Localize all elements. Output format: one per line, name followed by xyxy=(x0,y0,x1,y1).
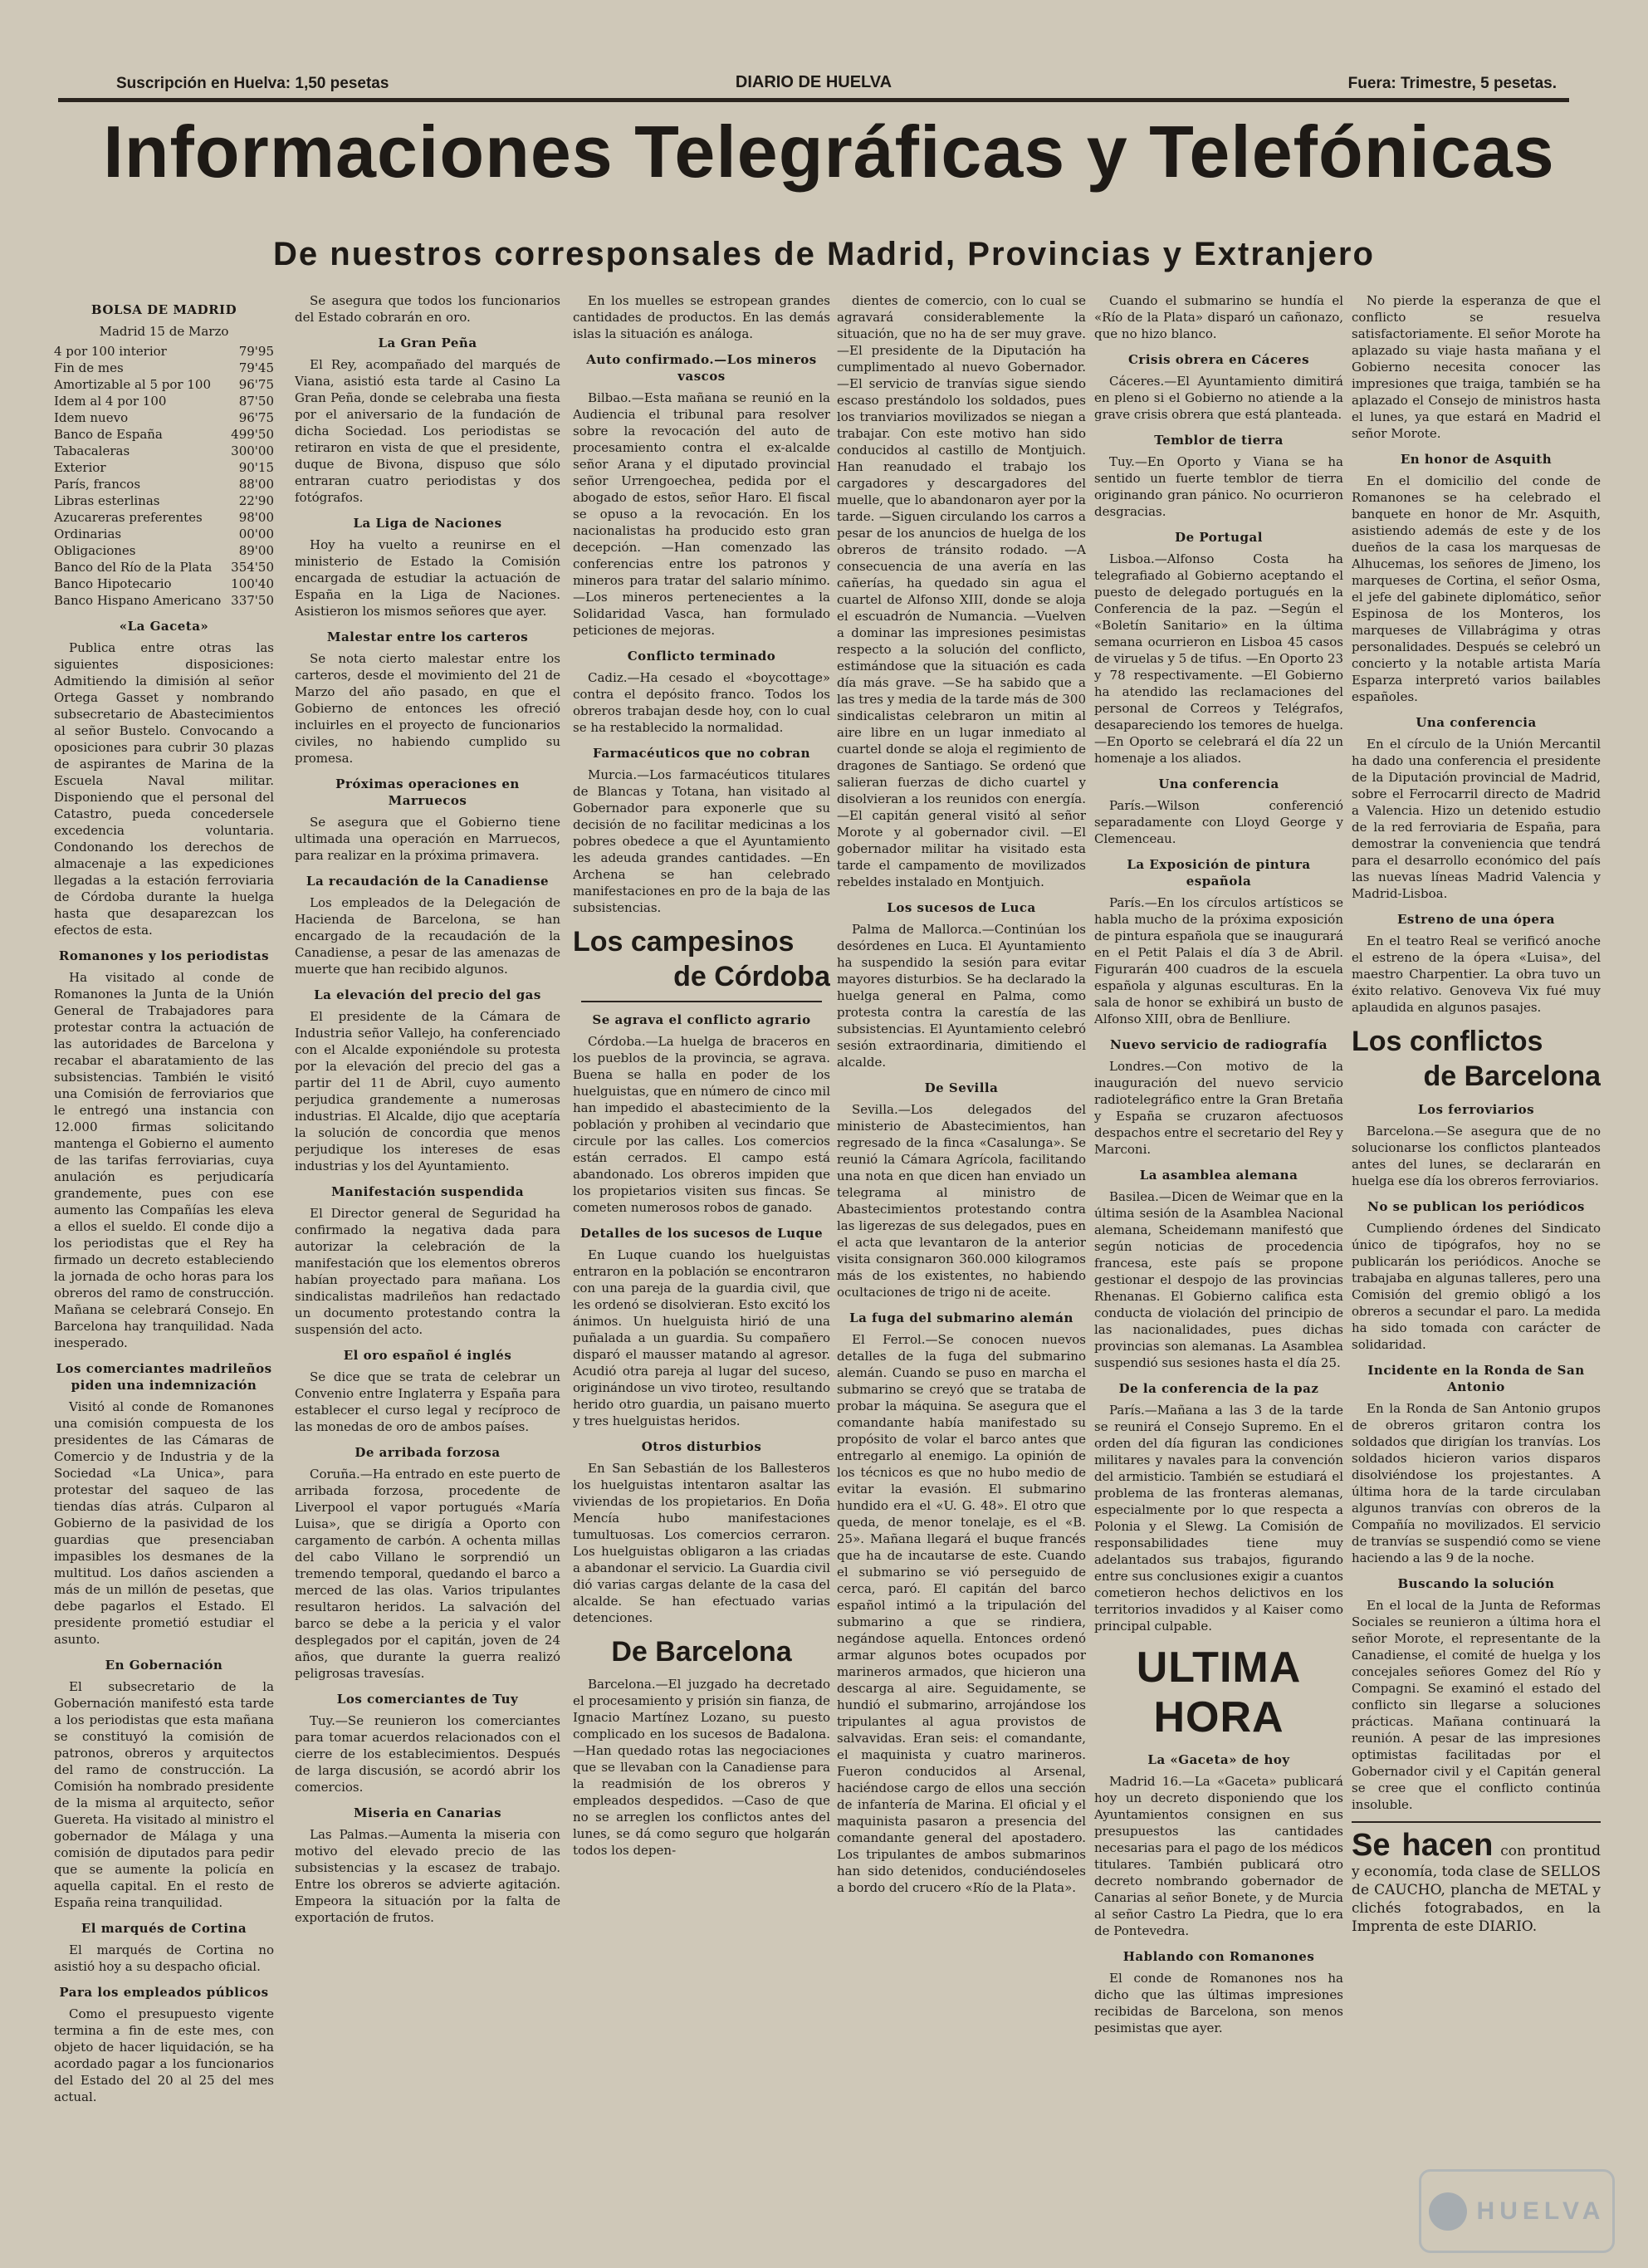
quote-value: 90'15 xyxy=(238,460,274,475)
cortina-title: El marqués de Cortina xyxy=(81,1921,247,1936)
agrava-text: Córdoba.—La huelga de braceros en los pueblos de la provincia, se agrava. Buena se halla en poder de los huelguistas, que en número de cinco mil han impedido el abastecimiento de la población y prohiben al vecindario que circule por las calles. Los comercios están cerrados. El campo está abandonado. Los obreros impiden que los propietarios visiten sus fincas. Se cometen numerosos robos de ganado. xyxy=(573,1034,830,1215)
quote-name: París, francos xyxy=(54,477,141,492)
otros-text: En San Sebastián de los Ballesteros los huelguistas intentaron asaltar las viviendas de los propietarios. En Doña Mencía hubo manifestaciones tumultuosas. Los comercios cerraron. Los huelguistas obligaron a las criadas a abandonar el servicio. La Guardia civil dió varias cargas delante de la casa del alcalde. Se han efectuado varias detenciones. xyxy=(573,1461,830,1625)
quote-name: Fin de mes xyxy=(54,360,124,375)
carteros-title: Malestar entre los carteros xyxy=(326,629,529,644)
canadiense-text: Los empleados de la Delegación de Hacienda de Barcelona, se han encargado de la recaudación de la Canadiense, a pesar de las amenazas de muerte que han recibido algunos. xyxy=(295,895,560,977)
printing-advertisement xyxy=(1352,1821,1601,1936)
column-5 xyxy=(1094,292,1343,2177)
opera-title: Estreno de una ópera xyxy=(1396,912,1556,927)
comerciantes-text: Visitó al conde de Romanones una comisión compuesta de los presidentes de las Cámaras de Comercio y de Industria y de la Sociedad «La Unica», para protestar del saqueo de las tiendas días atrás. Culparon al Gobierno de la pasividad de los guardias que presenciaban impasibles los desmanes de la multitud. Los daños ascienden a más de un millón de pesetas, que debe pagarlos el Estado. El presidente prometió estudiar el asunto. xyxy=(54,1399,274,1647)
ronda-text: En la Ronda de San Antonio grupos de obreros gritaron contra los soldados que dirigían los tranvías. Los soldados hicieron varios disparos disolviéndose los projestantes. A última hora de la tarde circulaban algunos tranvías con obreros de la Compañía no movilizados. El servicio de tranvías se suspendió como se viene haciendo a las 9 de la noche. xyxy=(1352,1401,1601,1565)
quote-value: 89'00 xyxy=(238,543,274,558)
col4-lead: dientes de comercio, con lo cual se agravará considerablemente la situación, que no ha de ser muy grave. —El presidente de la Diputación ha cumplimentado al nuevo Gobernador. —El servicio de tranvías sigue siendo escaso prestándolo los soldados, pues los tranviarios movilizados se niegan a trabajar. Con este motivo han sido conducidos al castillo de Montjuich. Han reanudado el trabajo los cargadores y descargadores del muelle, que lo abandonaron ayer por la tarde. —Siguen circulando los carros a pesar de los anuncios de huelga de los obreros de tránsito rodado. —A consecuencia de una avería en las cañerías, ha quedado sin agua el cuartel de Alfonso XIII, donde se aloja el escuadrón de Numancia. —Vuelven a dominar las impresiones pesimistas respecto a la solución del conflicto, estimándose que la situación es cada día más grave. —Se ha sabido que a las tres y media de la tarde más de 300 sindicalistas celebraron un mitin al aire libre en un lugar inmediato al cuartel donde se aloja el regimiento de dragones de Santiago. Se ordenó que salieran fuerzas de dicho cuartel y disolvieran a los reunidos con energía. —El capitán general visitó al señor Morote y al gobernador civil. —El gobernador militar ha visitado esta tarde el campamento de movilizados rebeldes instalado en Montjuich. xyxy=(837,293,1086,889)
quote-row xyxy=(54,376,274,393)
quote-name: Amortizable al 5 por 100 xyxy=(54,377,211,392)
gobernacion-text: El subsecretario de la Gobernación manifestó esta tarde a los periodistas que esta mañana se constituyó la comisión de patronos, obreros y arquitectos del ramo de construcción. La Comisión ha nombrado presidente de la misma al arquitecto, señor Guereta. Ha visitado al ministro el gobernador de Málaga y una comisión de diputados para pedir que se aumente la policía en aquella capital. En el resto de España reina tranquilidad. xyxy=(54,1679,274,1910)
column-6 xyxy=(1352,292,1601,2177)
periodicos-title: No se publican los periódicos xyxy=(1367,1199,1585,1214)
penya-title: La Gran Peña xyxy=(378,336,477,350)
oro-text: Se dice que se trata de celebrar un Convenio entre Inglaterra y España para establecer el curso legal y recíproco de las monedas de oro de ambos países. xyxy=(295,1369,560,1434)
gas-title: La elevación del precio del gas xyxy=(314,987,541,1002)
campesinos-headline-2: de Córdoba xyxy=(673,961,830,992)
ferro-text: Barcelona.—Se asegura que de no solucionarse los conflictos planteados antes del lunes, se declararán en huelga ese día los obreros ferroviarios. xyxy=(1352,1124,1601,1188)
conflicto-title: Conflicto terminado xyxy=(627,649,776,664)
paz-text: París.—Mañana a las 3 de la tarde se reunirá el Consejo Supremo. En el orden del día figuran las condiciones militares y navales para la convención del armisticio. También se estudiará el problema de las fronteras alemanas, especialmente por lo que respecta a Polonia y el Slewg. La Comisión de responsabilidades tiene muy adelantados sus trabajos, figurando entre sus conclusiones exigir a cuantos cometieron hechos delictivos en los territorios invadidos y al Kaiser como principal culpable. xyxy=(1094,1403,1343,1634)
quote-row xyxy=(54,360,274,376)
hablando-title: Hablando con Romanones xyxy=(1122,1949,1315,1964)
quote-value: 87'50 xyxy=(238,394,274,409)
quote-name: Tabacaleras xyxy=(54,443,130,458)
cortina-text: El marqués de Cortina no asistió hoy a su despacho oficial. xyxy=(54,1942,274,1974)
caceres-title: Crisis obrera en Cáceres xyxy=(1127,352,1310,367)
quote-value: 98'00 xyxy=(238,510,274,525)
ad-text: con prontitud y economía, toda clase de SELLOS de CAUCHO, plancha de METAL y clichés fotograbados, en la Imprenta de este DIARIO. xyxy=(1352,1843,1601,1935)
sevilla-text: Sevilla.—Los delegados del ministerio de Abastecimientos, han regresado de la finca «Casalunga». Se reunió la Cámara Agrícola, facilitando una nota en que dicen han enviado un telegrama al ministro de Abastecimientos protestando contra las ligerezas de sus delegados, pues en el acta que levantaron de la anterior visita consignaron 360.000 kilogramos más de los existentes, no habiendo ocultaciones de trigo ni de aceite. xyxy=(837,1102,1086,1300)
portugal-title: De Portugal xyxy=(1175,530,1263,545)
exposicion-title: La Exposición de pintura española xyxy=(1127,857,1311,889)
arribada-title: De arribada forzosa xyxy=(355,1445,501,1460)
quote-name: Banco Hispano Americano xyxy=(54,593,222,608)
col6-lead: No pierde la esperanza de que el conflicto se resuelva satisfactoriamente. El señor Morote ha aplazado su viaje hasta mañana y el Gobierno necesita conocer las impresiones que traiga, también se ha aplazado el Consejo de ministros hasta el lunes, ya que estará en Madrid el señor Morote. xyxy=(1352,293,1601,441)
bolsa-title: BOLSA DE MADRID xyxy=(90,302,237,317)
column-3 xyxy=(573,292,830,2177)
quote-value: 337'50 xyxy=(231,593,274,608)
asquith-title: En honor de Asquith xyxy=(1400,452,1553,467)
headline-rule xyxy=(581,1001,822,1002)
asamblea-text: Basilea.—Dicen de Weimar que en la última sesión de la Asamblea Nacional alemana, Scheidemann manifestó que según noticias de procedencia francesa, este país se propone gestionar el despojo de las provincias Rhenanas. El Gobierno califica esta conducta de violación del principio de las nacionalidades, pues dichas provincias son alemanas. La Asamblea suspendió sus sesiones hasta el día 25. xyxy=(1094,1189,1343,1370)
caceres-text: Cáceres.—El Ayuntamiento dimitirá en pleno si el Gobierno no atiende a la grave crisis obrera que está planteada. xyxy=(1094,374,1343,422)
solucion-title: Buscando la solución xyxy=(1397,1576,1555,1591)
sevilla-title: De Sevilla xyxy=(924,1080,999,1095)
quote-row xyxy=(54,443,274,459)
col3-lead: En los muelles se estropean grandes cantidades de productos. En las demás islas la situación es análoga. xyxy=(573,293,830,341)
conferencia-2-title: Una conferencia xyxy=(1416,715,1537,730)
portugal-text: Lisboa.—Alfonso Costa ha telegrafiado al Gobierno aceptando el puesto de delegado portugués en la Conferencia de la paz. —Según el «Boletín Sanitario» en la última semana ocurrieron en Lisboa 45 casos de viruelas y 5 de tifus. —En Oporto 23 y 78 respectivamente. —El Gobierno ha atendido las reclamaciones del personal de Correos y Telégrafos, desapareciendo los temores de huelga. —En Oporto se celebrará el día 22 un homenaje a los aliados. xyxy=(1094,551,1343,766)
quote-row xyxy=(54,576,274,592)
oro-title: El oro español é inglés xyxy=(343,1348,512,1363)
quote-name: Idem al 4 por 100 xyxy=(54,394,167,409)
temblor-text: Tuy.—En Oporto y Viana se ha sentido un fuerte temblor de tierra originando gran pánico. No ocurrieron desgracias. xyxy=(1094,454,1343,519)
quote-row xyxy=(54,343,274,360)
asamblea-title: La asamblea alemana xyxy=(1139,1168,1298,1183)
luque-text: En Luque cuando los huelguistas entraron en la población se encontraron con una pareja de la guardia civil, que les ordenó se disolvieran. Esto excitó los ánimos. Un huelguista hirió de una puñalada a un guardia. Su compañero disparó el mausser matando al agresor. Acudió otra pareja al lugar del suceso, originándose un vivo tiroteo, resultando herido otro guardia, un paisano muerto y tres huelguistas heridos. xyxy=(573,1247,830,1428)
comerciantes-title: Los comerciantes madrileños piden una indemnización xyxy=(56,1361,272,1393)
romanones-text: Ha visitado al conde de Romanones la Junta de la Unión General de Trabajadores para protestar contra la actuación de las autoridades de Barcelona y recabar el abaratamiento de las subsistencias. También le visitó una Comisión de ferroviarios que le entregó una instancia con 12.000 firmas solicitando mantenga el Gobierno el aumento de las tarifas ferroviarias, cuya anulación es perjudicaría grandemente, pues con ese aumento las Compañías les eleva a ellos el sueldo. El conde dijo a los periodistas que el Rey ha firmado un decreto estableciendo la jornada de ocho horas para los obreros del ramo de construcción. Mañana se celebrará Consejo. En Barcelona hay tranquilidad. Nada inesperado. xyxy=(54,970,274,1350)
ferro-title: Los ferroviarios xyxy=(1417,1102,1535,1117)
newspaper-name: DIARIO DE HUELVA xyxy=(735,73,892,91)
quote-row xyxy=(54,592,274,609)
carteros-text: Se nota cierto malestar entre los carteros, desde el movimiento del 21 de Marzo del año pasado, en que el Gobierno de entonces les ofreció incluirles en el proyecto de funcionarios civiles, no habiendo cumplido su promesa. xyxy=(295,651,560,766)
quote-value: 79'95 xyxy=(238,344,274,359)
conflictos-headline-1: Los conflictos xyxy=(1352,1026,1543,1057)
section-banner: Informaciones Telegráficas y Telefónicas xyxy=(103,110,1555,193)
marruecos-text: Se asegura que el Gobierno tiene ultimada una operación en Marruecos, para realizar en la próxima primavera. xyxy=(295,815,560,863)
col2-lead: Se asegura que todos los funcionarios del Estado cobrarán en oro. xyxy=(295,293,560,325)
miseria-title: Miseria en Canarias xyxy=(353,1805,502,1820)
quote-name: Obligaciones xyxy=(54,543,136,558)
ultima-gaceta-title: La «Gaceta» de hoy xyxy=(1147,1752,1290,1767)
quote-value: 22'90 xyxy=(238,493,274,508)
conferencia-title: Una conferencia xyxy=(1158,776,1279,791)
temblor-title: Temblor de tierra xyxy=(1154,433,1284,448)
hablando-text: El conde de Romanones nos ha dicho que las últimas impresiones recibidas de Barcelona, son menos pesimistas que ayer. xyxy=(1094,1971,1343,2035)
radio-title: Nuevo servicio de radiografía xyxy=(1109,1037,1328,1052)
quote-name: Banco del Río de la Plata xyxy=(54,560,213,575)
quote-name: Banco Hipotecario xyxy=(54,576,172,591)
farma-title: Farmacéuticos que no cobran xyxy=(592,746,810,761)
exposicion-text: París.—En los círculos artísticos se habla mucho de la próxima exposición de pintura española que se inaugurará en el Petit Palais el día 3 de Abril. Figurarán 400 cuadros de la escuela española y algunas esculturas. En la sala de honor se exhibirá un busto de Alfonso XIII, obra de Benlliure. xyxy=(1094,895,1343,1026)
liga-title: La Liga de Naciones xyxy=(353,516,502,531)
fuga-text: El Ferrol.—Se conocen nuevos detalles de la fuga del submarino alemán. Cuando se puso en marcha el submarino se creyó que se trataba de probar la máquina. Se asegura que el comandante había manifestado su propósito de volar el barco antes que entregarlo al enemigo. La opinión de los técnicos es que no hubo medio de evitar la evasión. El submarino hundido era el «U. G. 48». El otro que queda, de menor tonelaje, es el «B. 25». Mañana llegará el buque francés que ha de incautarse de este. Cuando el submarino se vió perseguido de cerca, paró. El capitán del barco español intimó a la tripulación del submarino a que se rindiera, negándose aquella. Entonces ordenó armar algunos botes ocupados por marineros armados, que hicieron una descarga al aire. Seguidamente, se hundió el submarino, arrojándose los tripulantes al agua provistos de salvavidas. Eran seis: el comandante, el maquinista y cuatro marineros. Fueron conducidos al Arsenal, haciéndose cargo de ellos una sección de infantería de Marina. El oficial y el maquinista pasaron a presencia del comandante general del apostadero. Los tripulantes de ambos submarinos han sido detenidos, conduciéndoseles a bordo del crucero «Río de la Plata». xyxy=(837,1332,1086,1895)
gobernacion-title: En Gobernación xyxy=(105,1658,223,1673)
empleados-text: Como el presupuesto vigente termina a fin de este mes, con objeto de hacer liquidación, se ha acordado pagar a los funcionarios del Estado del 20 al 25 del mes actual. xyxy=(54,2006,274,2104)
solucion-text: En el local de la Junta de Reformas Sociales se reunieron a última hora el señor Morote, el representante de la Canadiense, el comité de huelga y los concejales señores Gomez del Río y Compagni. Se examinó el estado del conflicto sin llegarse a soluciones prácticas. Mañana continuará la reunión. A pesar de las impresiones optimistas facilitadas por el Gobernador civil y el Capitán general se cree que el conflicto continúa insoluble. xyxy=(1352,1598,1601,1812)
archive-logo-icon xyxy=(1429,2192,1467,2231)
luque-title: Detalles de los sucesos de Luque xyxy=(579,1226,824,1241)
running-header xyxy=(58,70,1569,102)
subscription-local: Suscripción en Huelva: 1,50 pesetas xyxy=(116,75,389,92)
section-subbanner: De nuestros corresponsales de Madrid, Provincias y Extranjero xyxy=(273,236,1375,272)
ronda-title: Incidente en la Ronda de San Antonio xyxy=(1367,1363,1585,1394)
quote-value: 79'45 xyxy=(238,360,274,375)
tuy-text: Tuy.—Se reunieron los comerciantes para tomar acuerdos relacionados con el cierre de los establecimientos. Después de larga discusión, se acordó abrir los comercios. xyxy=(295,1713,560,1795)
conflictos-headline-2: de Barcelona xyxy=(1423,1061,1601,1092)
quote-value: 96'75 xyxy=(238,377,274,392)
gaceta-title: «La Gaceta» xyxy=(119,619,209,634)
subscription-outside: Fuera: Trimestre, 5 pesetas. xyxy=(1347,75,1557,92)
bolsa-date: Madrid 15 de Marzo xyxy=(99,324,229,339)
paz-title: De la conferencia de la paz xyxy=(1118,1381,1319,1396)
quote-name: Azucareras preferentes xyxy=(54,510,203,525)
ad-headline: Se hacen xyxy=(1352,1828,1494,1863)
periodicos-text: Cumpliendo órdenes del Sindicato único de tipógrafos, hoy no se publicarán los periódicos. Anoche se trabajaba en algunas talleres, pero una Comisión del gremio obligó a los obreros a secundar el paro. La medida ha sido tomada con carácter de solidaridad. xyxy=(1352,1221,1601,1352)
archive-watermark xyxy=(1419,2169,1615,2253)
gas-text: El presidente de la Cámara de Industria señor Vallejo, ha conferenciado con el Alcalde exponiéndole su protesta por la elevación del precio del gas a partir del 11 de Abril, cuyo aumento perjudica grandemente a numerosas industrias. El Alcalde, dijo que aceptaría la solución de concordia que menos perjudique los intereses de esas industrias y los del Ayuntamiento. xyxy=(295,1009,560,1173)
ultima-hora-headline: ULTIMA HORA xyxy=(1136,1643,1302,1741)
campesinos-headline-1: Los campesinos xyxy=(573,926,795,958)
auto-title: Auto confirmado.—Los mineros vascos xyxy=(586,352,817,384)
liga-text: Hoy ha vuelto a reunirse en el ministerio de Estado la Comisión encargada de estudiar la actuación de España en la Liga de Naciones. Asistieron los mismos señores que ayer. xyxy=(295,537,560,619)
quote-row xyxy=(54,459,274,476)
column-1 xyxy=(54,292,274,2177)
otros-title: Otros disturbios xyxy=(641,1439,762,1454)
tuy-title: Los comerciantes de Tuy xyxy=(336,1692,519,1707)
quote-value: 88'00 xyxy=(238,477,274,492)
quote-value: 100'40 xyxy=(231,576,274,591)
column-4 xyxy=(837,292,1086,2177)
quote-name: Idem nuevo xyxy=(54,410,129,425)
column-2 xyxy=(295,292,560,2177)
farma-text: Murcia.—Los farmacéuticos titulares de Blancas y Totana, han visitado al Gobernador para exponerle que su decisión de no facilitar medicinas a los pobres obedece a que el Ayuntamiento les adeuda grandes cantidades. —En Archena se han celebrado manifestaciones en pro de la baja de las subsistencias. xyxy=(573,767,830,915)
quote-row xyxy=(54,559,274,576)
gaceta-text: Publica entre otras las siguientes disposiciones: Admitiendo la dimisión al señor Ortega Gasset y nombrando subsecretario de Abastecimientos al señor Bustelo. Convocando a oposiciones para cubrir 30 plazas de aspirantes de Marina de la Escuela Naval militar. Disponiendo que el personal del Catastro, pueda concedersele excedencia voluntaria. Condonando los derechos de almacenaje a las expediciones llegadas a la estación ferroviaria de Córdoba durante la huelga hasta que desaparezcan los efectos de esta. xyxy=(54,640,274,938)
quote-row xyxy=(54,476,274,492)
quote-row xyxy=(54,526,274,542)
quote-row xyxy=(54,509,274,526)
quote-row xyxy=(54,426,274,443)
conferencia-text: París.—Wilson conferenció separadamente con Lloyd George y Clemenceau. xyxy=(1094,798,1343,846)
opera-text: En el teatro Real se verificó anoche el estreno de la ópera «Luisa», del maestro Charpentier. La obra tuvo un éxito relativo. Genoveva Vix fué muy aplaudida en algunos pasajes. xyxy=(1352,933,1601,1015)
canadiense-title: La recaudación de la Canadiense xyxy=(306,874,550,889)
luca-text: Palma de Mallorca.—Continúan los desórdenes en Luca. El Ayuntamiento ha suspendido la sesión para evitar mayores disturbios. Se ha declarado la huelga general en Palma, como protesta contra la carestía de las subsistencias. El Ayuntamiento celebró sesión extraordinaria, dimitiendo el alcalde. xyxy=(837,922,1086,1070)
quote-name: Ordinarias xyxy=(54,527,122,541)
luca-title: Los sucesos de Luca xyxy=(887,900,1036,915)
quote-row xyxy=(54,409,274,426)
quote-row xyxy=(54,542,274,559)
manif-title: Manifestación suspendida xyxy=(330,1184,525,1199)
quote-value: 354'50 xyxy=(231,560,274,575)
quote-value: 96'75 xyxy=(238,410,274,425)
stock-quotes-table xyxy=(54,343,274,609)
ultima-gaceta-text: Madrid 16.—La «Gaceta» publicará hoy un decreto disponiendo que los Ayuntamientos consignen en sus presupuestos las cantidades necesarias para el pago de los médicos titulares. También publicará otro decreto nombrando gobernador de Canarias al señor Bonete, y de Murcia al señor Castro La Piedra, que lo era de Pontevedra. xyxy=(1094,1774,1343,1938)
quote-row xyxy=(54,492,274,509)
quote-row xyxy=(54,393,274,409)
fuga-title: La fuga del submarino alemán xyxy=(849,1310,1073,1325)
arribada-text: Coruña.—Ha entrado en este puerto de arribada forzosa, procedente de Liverpool el vapor portugués «María Luisa», que se dirigía a Oporto con cargamento de carbón. A ochenta millas del cabo Villano le sorprendió un tremendo temporal, quedando el barco a merced de las olas. Varios tripulantes resultaron heridos. La salvación del barco se debe a la pericia y el valor desplegados por el capitán, joven de 24 años, que durante la guerra realizó peligrosas travesías. xyxy=(295,1467,560,1681)
quote-value: 00'00 xyxy=(238,527,274,541)
radio-text: Londres.—Con motivo de la inauguración del nuevo servicio radiotelegráfico entre la Gran Bretaña y España se cruzaron afectuosos despachos entre el secretario del Rey y Marconi. xyxy=(1094,1059,1343,1157)
quote-value: 300'00 xyxy=(231,443,274,458)
empleados-title: Para los empleados públicos xyxy=(59,1985,269,2000)
col5-lead: Cuando el submarino se hundía el «Río de la Plata» disparó un cañonazo, que no hizo blanco. xyxy=(1094,293,1343,341)
penya-text: El Rey, acompañado del marqués de Viana, asistió esta tarde al Casino La Gran Peña, donde se celebraba una fiesta por el aniversario de la fundación de dicha Sociedad. Los periodistas se retiraron en vista de que el presidente, duque de Bivona, dispuso que sólo entraran cuatro periodistas y dos fotógrafos. xyxy=(295,357,560,505)
marruecos-title: Próximas operaciones en Marruecos xyxy=(335,776,520,808)
barcelona-text: Barcelona.—El juzgado ha decretado el procesamiento y prisión sin fianza, de Ignacio Martínez Lozano, su puesto complicado en los sucesos de Badalona. —Han quedado rotas las negociaciones que se llevaban con la Canadiense para la readmisión de los obreros y empleados despedidos. —Caso de que no se arreglen los conflictos antes del lunes, se dá como seguro que holgarán todos los depen- xyxy=(573,1677,830,1858)
conflicto-text: Cadiz.—Ha cesado el «boycottage» contra el depósito franco. Todos los obreros trabajan desde hoy, con lo cual se ha restablecido la normalidad. xyxy=(573,670,830,735)
quote-name: Banco de España xyxy=(54,427,163,442)
agrava-title: Se agrava el conflicto agrario xyxy=(592,1012,811,1027)
asquith-text: En el domicilio del conde de Romanones se ha celebrado el banquete en honor de Mr. Asquith, asistiendo además de este y de los dueños de la casa los marquesas de Alhucemas, los señores de Jimeno, los marqueses de Cortina, el señor Osma, el jefe del gabinete diplomático, señor Espinosa de los Monteros, los marqueses de Villabrágima y otras personalidades. Después se celebró un concierto y la notable artista María Esparza interpretó varios bailables españoles. xyxy=(1352,473,1601,704)
quote-name: Libras esterlinas xyxy=(54,493,160,508)
archive-watermark-text: HUELVA xyxy=(1476,2197,1606,2225)
miseria-text: Las Palmas.—Aumenta la miseria con motivo del elevado precio de las subsistencias y la escasez de trabajo. Entre los obreros se advierte agitación. Empeora la situación por la falta de exportación de frutos. xyxy=(295,1827,560,1925)
quote-name: 4 por 100 interior xyxy=(54,344,167,359)
romanones-title: Romanones y los periodistas xyxy=(58,948,270,963)
barcelona-headline: De Barcelona xyxy=(611,1636,792,1668)
conferencia-2-text: En el círculo de la Unión Mercantil ha dado una conferencia el presidente de la Diputación provincial de Madrid, sobre el Ferrocarril directo de Madrid a Valencia. Hizo un detenido estudio de la red ferroviaria de España, para demostrar la conveniencia que tendrá para el desarrollo económico del país las nuevas líneas Madrid Valencia y Madrid-Lisboa. xyxy=(1352,737,1601,901)
auto-text: Bilbao.—Esta mañana se reunió en la Audiencia el tribunal para resolver sobre la revocación del auto de procesamiento contra el ex-alcalde señor Arana y el diputado provincial señor Urrengoechea, pedida por el abogado de estos, señor Haro. El fiscal se opuso a la revocación. En los nacionalistas ha producido esto gran decepción. —Han comenzado las conferencias entre los patronos y mineros para tratar del salario mínimo. —Los mineros pertenecientes a la Solidaridad Vasca, han formulado peticiones de mejoras. xyxy=(573,390,830,638)
quote-name: Exterior xyxy=(54,460,106,475)
quote-value: 499'50 xyxy=(231,427,274,442)
manif-text: El Director general de Seguridad ha confirmado la negativa dada para autorizar la celebración de la manifestación que los elementos obreros habían proyectado para mañana. Los sindicalistas madrileños han redactado un documento protestando contra la suspensión del acto. xyxy=(295,1206,560,1337)
